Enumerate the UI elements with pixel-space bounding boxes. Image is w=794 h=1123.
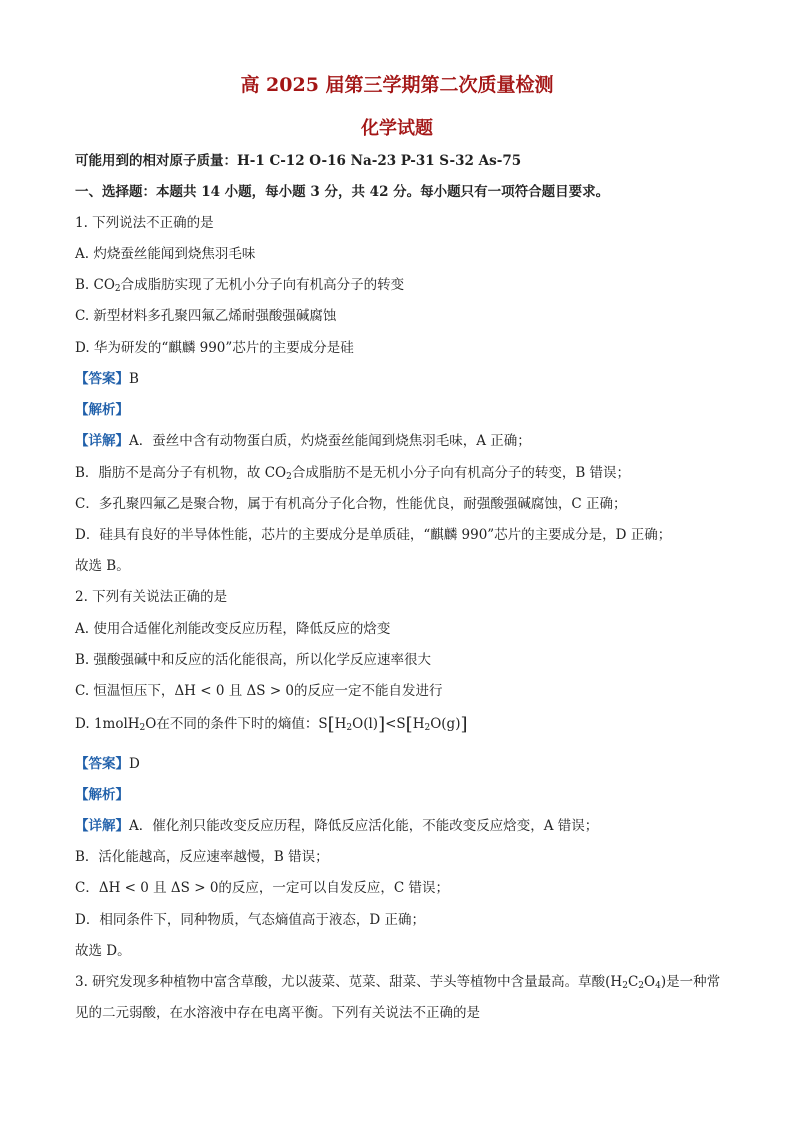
atomic-masses: 可能用到的相对原子质量：H-1 C-12 O-16 Na-23 P-31 S-32 As-75	[75, 153, 522, 169]
q1-detail-d: D．硅具有良好的半导体性能，芯片的主要成分是单质硅，“麒麟 990”芯片的主要成分是，D 正确；	[75, 527, 672, 543]
q1-detail-a: 【详解】A．蚕丝中含有动物蛋白质，灼烧蚕丝能闻到烧焦羽毛味，A 正确；	[75, 433, 531, 449]
q2-conclusion: 故选 D。	[75, 943, 131, 959]
q2-analysis-label: 【解析】	[75, 787, 129, 803]
q3-stem-line1: 3. 研究发现多种植物中富含草酸，尤以菠菜、苋菜、甜菜、芋头等植物中含量最高。草酸$(H_2C_2O_4)$是一种常	[75, 974, 721, 991]
q3-stem-line2: 见的二元弱酸，在水溶液中存在电离平衡。下列有关说法不正确的是	[75, 1005, 480, 1021]
page-subtitle: 化学试题	[361, 118, 433, 139]
q2-option-b: B. 强酸强碱中和反应的活化能很高，所以化学反应速率很大	[75, 652, 432, 668]
q2-option-a: A. 使用合适催化剂能改变反应历程，降低反应的焓变	[75, 621, 391, 637]
q2-option-c: C. 恒温恒压下，ΔH < 0 且 ΔS > 0的反应一定不能自发进行	[75, 683, 443, 699]
q2-option-d: D. 1molH$_2$O在不同的条件下时的熵值：$S[H_2O(l)]<S[H_2O(g)]$	[75, 714, 468, 735]
q1-answer: 【答案】B	[75, 371, 139, 387]
q1-detail-c: C．多孔聚四氟乙是聚合物，属于有机高分子化合物，性能优良，耐强酸强碱腐蚀，C 正确；	[75, 496, 627, 512]
q1-detail-b: B．脂肪不是高分子有机物，故 $CO_2$合成脂肪不是无机小分子向有机高分子的转变，B 错误；	[75, 465, 631, 482]
q2-stem: 2. 下列有关说法正确的是	[75, 589, 228, 605]
q1-stem: 1. 下列说法不正确的是	[75, 215, 214, 231]
q1-option-c: C. 新型材料多孔聚四氟乙烯耐强酸强碱腐蚀	[75, 308, 337, 324]
q1-conclusion: 故选 B。	[75, 558, 130, 574]
q2-detail-a: 【详解】A．催化剂只能改变反应历程，降低反应活化能，不能改变反应焓变，A 错误；	[75, 818, 599, 834]
q1-analysis-label: 【解析】	[75, 402, 129, 418]
q1-option-d: D. 华为研发的“麒麟 990”芯片的主要成分是硅	[75, 340, 354, 356]
q2-detail-c: C．ΔH < 0 且 ΔS > 0的反应，一定可以自发反应，C 错误；	[75, 880, 450, 896]
q1-option-a: A. 灼烧蚕丝能闻到烧焦羽毛味	[75, 246, 256, 262]
q2-detail-b: B．活化能越高，反应速率越慢，B 错误；	[75, 849, 329, 865]
q2-answer: 【答案】D	[75, 756, 140, 772]
page-title: 高 2025 届第三学期第二次质量检测	[240, 74, 554, 96]
q2-detail-d: D．相同条件下，同种物质，气态熵值高于液态，D 正确；	[75, 912, 425, 928]
section-heading: 一、选择题：本题共 14 小题，每小题 3 分，共 42 分。每小题只有一项符合题目要求。	[75, 184, 610, 200]
q1-option-b: B. $CO_2$合成脂肪实现了无机小分子向有机高分子的转变	[75, 277, 405, 294]
